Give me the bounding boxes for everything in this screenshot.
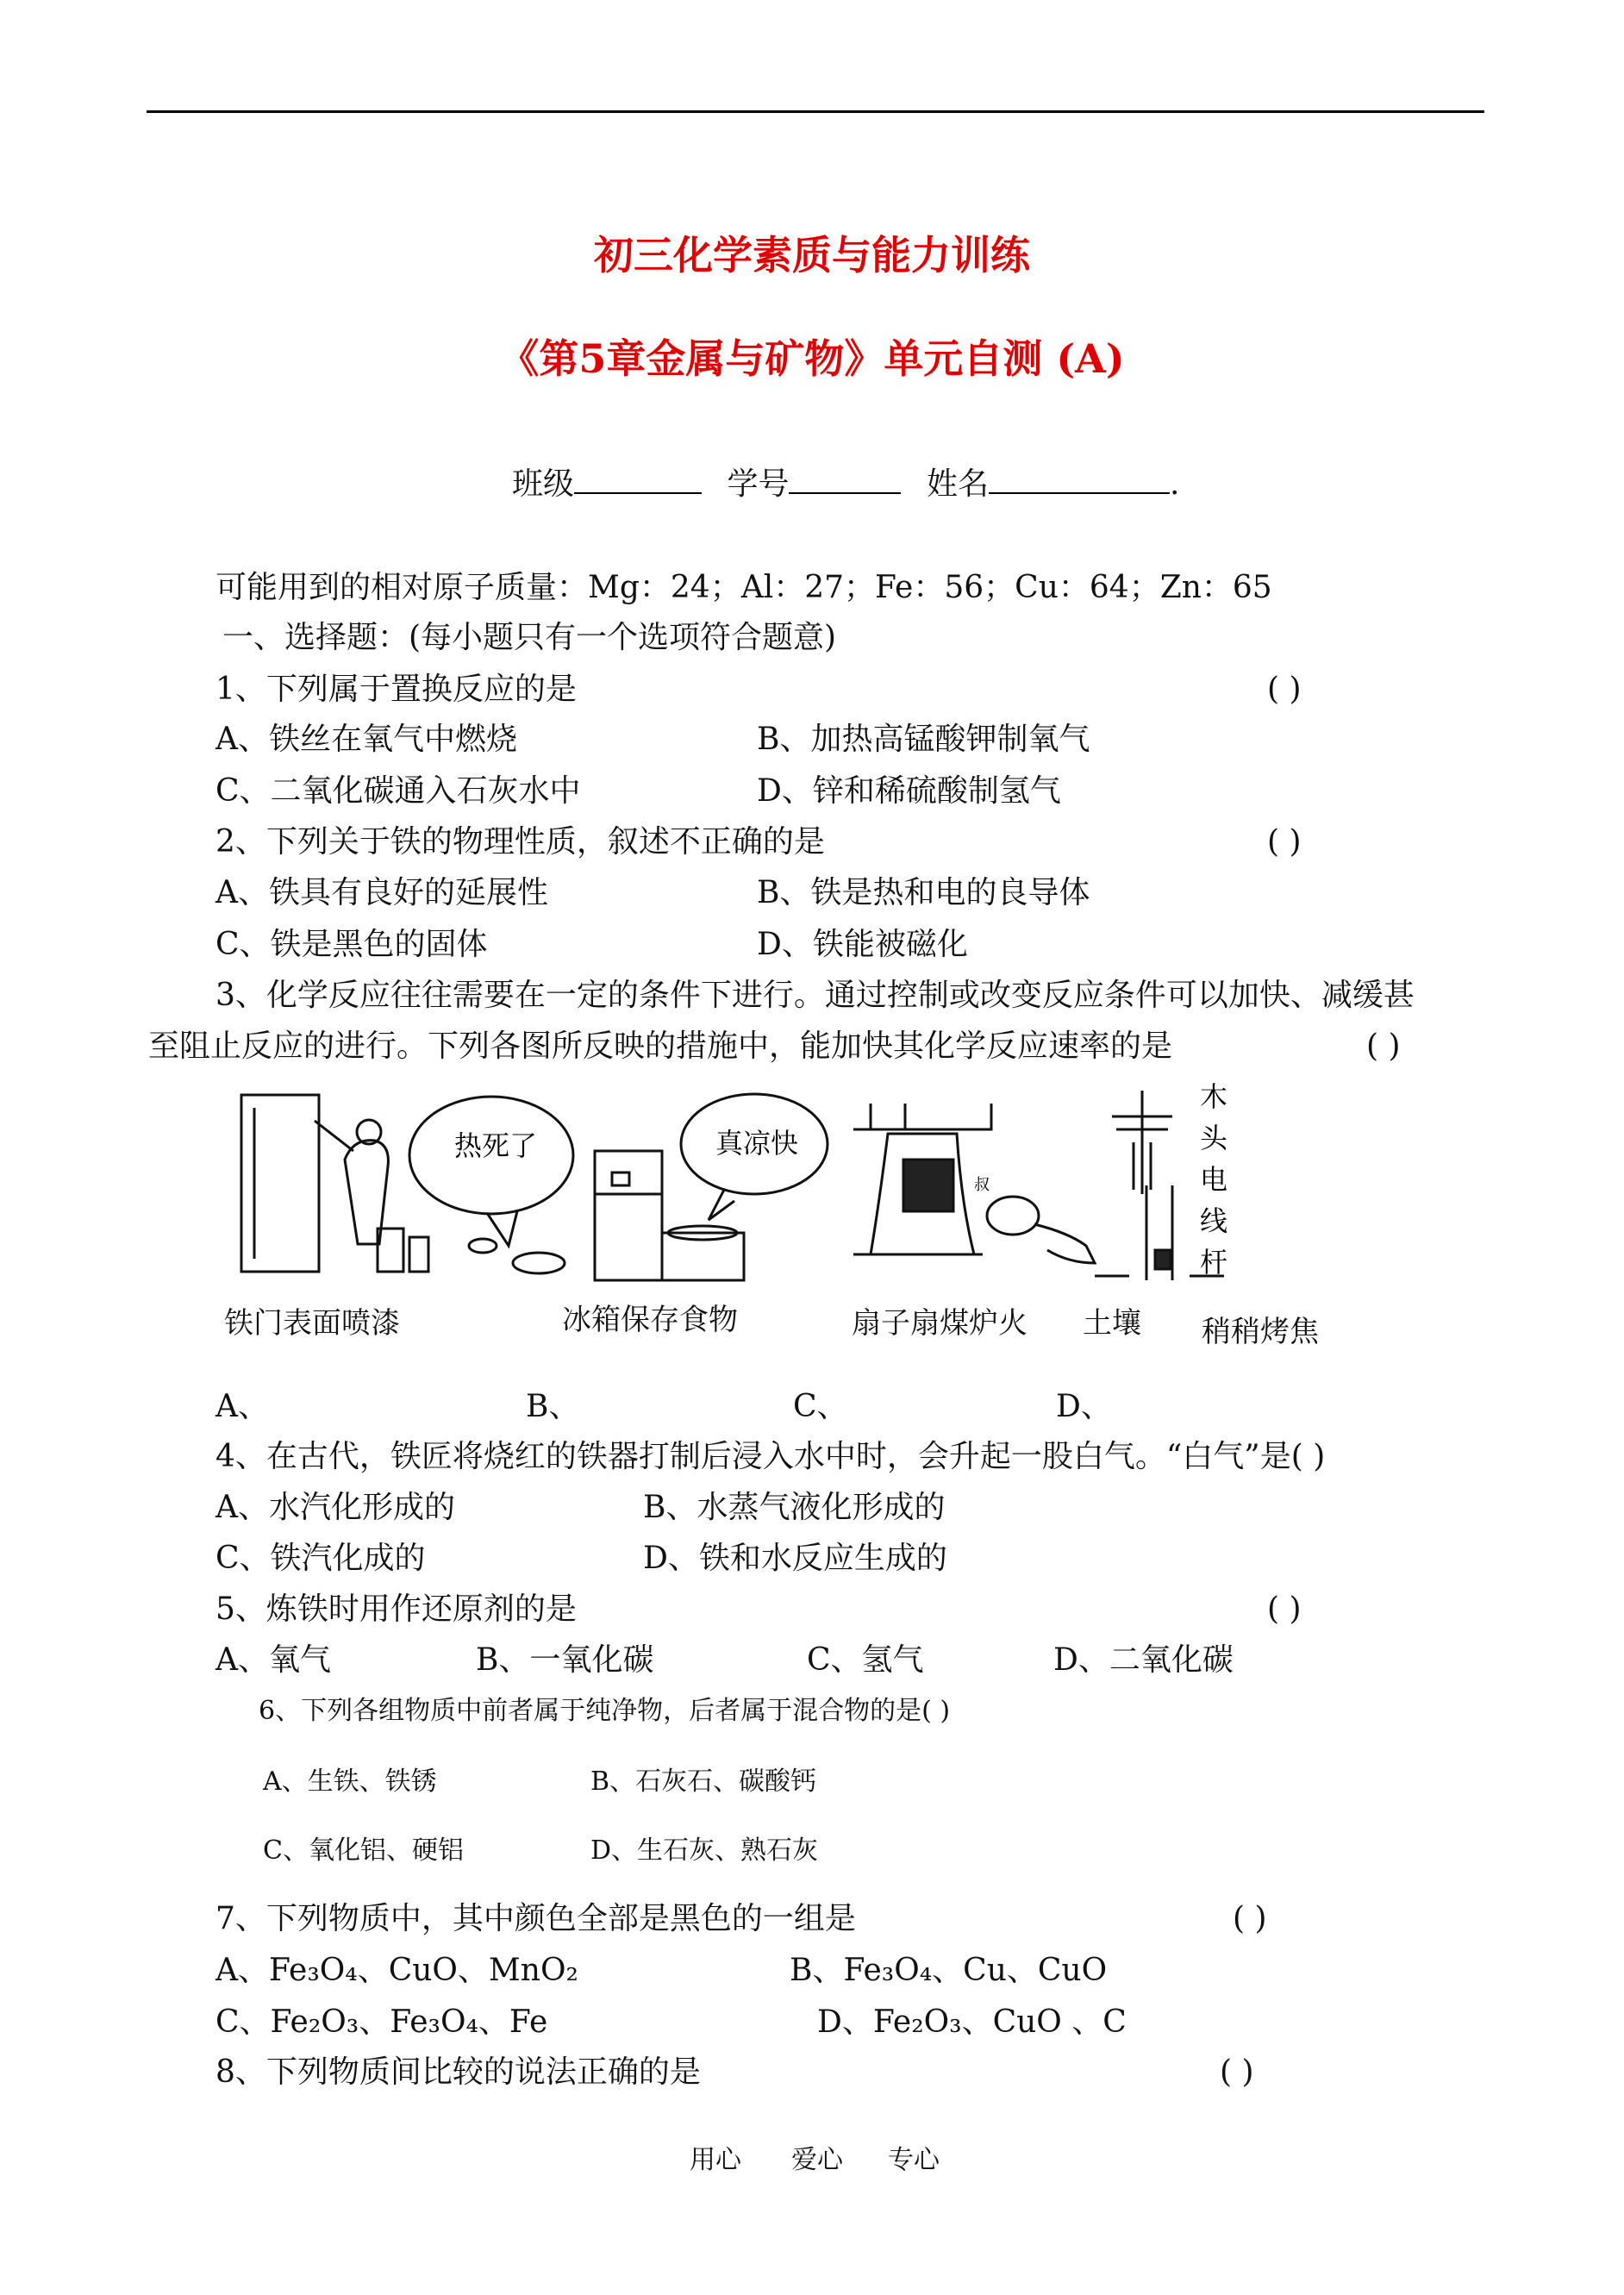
q5-option-c: C、氢气: [807, 1642, 924, 1678]
caption-stove: 扇子扇煤炉火: [852, 1306, 1027, 1341]
q4-option-c: C、铁汽化成的: [215, 1541, 426, 1576]
q5-option-d: D、二氧化碳: [1053, 1642, 1234, 1678]
q1-stem: 1、下列属于置换反应的是: [215, 672, 577, 707]
q5-stem: 5、炼铁时用作还原剂的是: [215, 1591, 577, 1627]
vertical-label-1: 木: [1200, 1082, 1228, 1113]
fridge-drawing: [595, 1151, 662, 1280]
footer-3: 专心: [888, 2145, 940, 2175]
q7-d-formula: Fe₂O₃、CuO 、C: [872, 2004, 1127, 2040]
q4-option-b: B、水蒸气液化形成的: [643, 1490, 946, 1525]
q2-option-c: C、铁是黑色的固体: [215, 927, 488, 962]
q2-option-a: A、铁具有良好的延展性: [215, 875, 548, 910]
bubble-1-text: 热死了: [453, 1129, 538, 1162]
fan-label: 叔: [974, 1176, 990, 1194]
q7-c-formula: Fe₂O₃、Fe₃O₄、Fe: [270, 2004, 548, 2040]
q1-option-b: B、加热高锰酸钾制氧气: [757, 722, 1090, 757]
q4-option-d: D、铁和水反应生成的: [643, 1541, 947, 1576]
q6-option-c: C、氧化铝、硬铝: [263, 1835, 464, 1866]
q3-answer-paren[interactable]: ( ): [1366, 1029, 1401, 1064]
q1-option-a: A、铁丝在氧气中燃烧: [215, 722, 517, 757]
q7-option-a: [215, 1952, 578, 1990]
stove-drawing: [853, 1104, 991, 1129]
q3-stem-line1: 3、化学反应往往需要在一定的条件下进行。通过控制或改变反应条件可以加快、减缓甚: [215, 978, 1415, 1013]
q5-option-b: B、一氧化碳: [476, 1642, 654, 1678]
q7-option-c: [215, 2004, 547, 2042]
name-label: 姓名: [926, 466, 989, 502]
q5-answer-paren[interactable]: ( ): [1267, 1591, 1302, 1627]
q4-option-a: A、水汽化形成的: [215, 1490, 455, 1525]
caption-iron-door: 铁门表面喷漆: [224, 1306, 400, 1341]
footer-2: 爱心: [791, 2145, 843, 2175]
q7-answer-paren[interactable]: ( ): [1233, 1901, 1267, 1936]
q6-option-a: A、生铁、铁锈: [263, 1767, 437, 1797]
caption-soil: 土壤: [1083, 1306, 1141, 1341]
q5-option-a: A、氧气: [215, 1642, 331, 1678]
q3-stem-line2: 至阻止反应的进行。下列各图所反映的措施中，能加快其化学反应速率的是: [148, 1029, 1173, 1064]
page-title: 初三化学素质与能力训练: [594, 232, 1030, 278]
bubble-2-text: 真凉快: [715, 1127, 799, 1160]
q1-option-c: C、二氧化碳通入石灰水中: [215, 773, 581, 809]
q8-answer-paren[interactable]: ( ): [1220, 2054, 1254, 2090]
q7-d-prefix: D、: [817, 2004, 873, 2040]
end-mark: .: [1169, 466, 1180, 502]
fan-drawing: [987, 1197, 1039, 1235]
student-info-row: [512, 466, 1179, 503]
atomic-masses: 可能用到的相对原子质量：Mg：24；Al：27；Fe：56；Cu：64；Zn：65: [215, 570, 1272, 605]
q7-b-formula: Fe₃O₄、Cu、CuO: [843, 1953, 1108, 1988]
q4-stem: 4、在古代，铁匠将烧红的铁器打制后浸入水中时，会升起一股白气。“白气”是( ): [215, 1439, 1326, 1474]
q7-a-prefix: A、: [215, 1953, 269, 1988]
q7-option-d: [817, 2004, 1127, 2042]
q8-stem: 8、下列物质间比较的说法正确的是: [215, 2054, 701, 2090]
q2-answer-paren[interactable]: ( ): [1267, 824, 1302, 860]
q2-stem: 2、下列关于铁的物理性质，叙述不正确的是: [215, 824, 825, 860]
q7-option-b: [790, 1952, 1107, 1990]
number-blank[interactable]: [789, 466, 901, 494]
number-label: 学号: [727, 466, 790, 502]
name-blank[interactable]: [989, 466, 1170, 494]
caption-charred: 稍稍烤焦: [1202, 1315, 1319, 1349]
footer-1: 用心: [690, 2145, 741, 2175]
q3-illustration: [233, 1082, 1371, 1354]
q7-a-formula: Fe₃O₄、CuO、MnO₂: [269, 1953, 578, 1988]
q7-b-prefix: B、: [790, 1953, 844, 1988]
q3-option-a: A、: [215, 1389, 269, 1424]
q1-answer-paren[interactable]: ( ): [1267, 672, 1302, 707]
q2-option-d: D、铁能被磁化: [757, 927, 968, 962]
page-subtitle: 《第5章金属与矿物》单元自测 (A): [499, 335, 1125, 382]
vertical-label-3: 电: [1200, 1163, 1228, 1196]
q6-option-d: D、生石灰、熟石灰: [590, 1835, 819, 1866]
vertical-label-2: 头: [1200, 1122, 1228, 1154]
q1-option-d: D、锌和稀硫酸制氢气: [757, 773, 1061, 809]
vertical-label-4: 线: [1200, 1204, 1228, 1237]
class-blank[interactable]: [574, 466, 702, 494]
q3-option-b: B、: [526, 1389, 580, 1424]
section-heading: 一、选择题：(每小题只有一个选项符合题意): [222, 620, 837, 655]
q7-c-prefix: C、: [215, 2004, 271, 2040]
class-label: 班级: [512, 466, 575, 502]
caption-fridge: 冰箱保存食物: [562, 1303, 738, 1337]
q6-stem: 6、下列各组物质中前者属于纯净物，后者属于混合物的是( ): [259, 1696, 951, 1726]
vertical-label-5: 杆: [1200, 1246, 1228, 1279]
q7-stem: 7、下列物质中，其中颜色全部是黑色的一组是: [215, 1901, 856, 1936]
q2-option-b: B、铁是热和电的良导体: [757, 875, 1090, 910]
q6-option-b: B、石灰石、碳酸钙: [590, 1767, 817, 1797]
q3-figure: [224, 1082, 1371, 1354]
q3-option-c: C、: [793, 1389, 848, 1424]
header-rule: [147, 110, 1484, 113]
q3-option-d: D、: [1056, 1389, 1112, 1424]
